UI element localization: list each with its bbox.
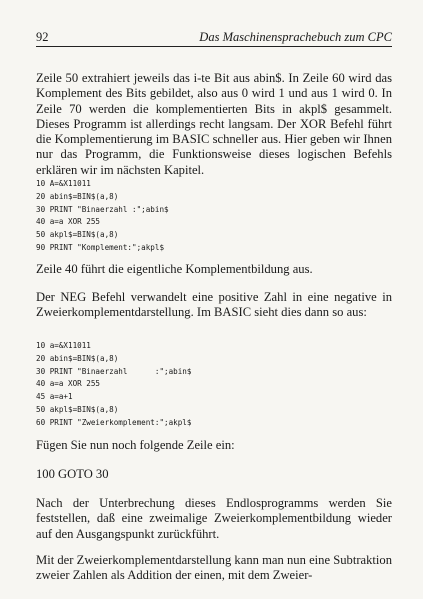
code-line: 20 abin$=BIN$(a,8) — [36, 191, 119, 201]
paragraph-5: Nach der Unterbrechung dieses Endlosprogramms werden Sie feststellen, daß eine zweimalige Zweierkomplementbildung wieder auf den Ausgangspunkt zurückführt. — [36, 496, 392, 541]
code-line: 40 a=a XOR 255 — [36, 379, 101, 389]
code-line: 10 A=&X11011 — [36, 179, 91, 188]
paragraph-6-block — [36, 553, 392, 584]
code-listing-1 — [36, 178, 392, 255]
code-line: 10 a=&X11011 — [36, 341, 91, 350]
code-listing-2 — [36, 340, 392, 430]
code-line: 50 akpl$=BIN$(a,8) — [36, 230, 119, 240]
paragraph-5-block — [36, 496, 392, 542]
code-line: 60 PRINT "Zweierkomplement:";akpl$ — [36, 417, 192, 427]
goto-line: 100 GOTO 30 — [36, 467, 109, 481]
code-line: 30 PRINT "Binaerzahl :";abin$ — [36, 366, 192, 376]
book-page — [36, 30, 392, 47]
paragraph-3-block — [36, 290, 392, 321]
running-title: Das Maschinensprachebuch zum CPC — [199, 30, 392, 44]
paragraph-1: Zeile 50 extrahiert jeweils das i-te Bit aus abin$. In Zeile 60 wird das Komplement des Bits gebildet, also aus 0 wird 1 und aus 1 wird 0. In Zeile 70 werden die komplementierten Bits in akpl$ gesammelt. Dieses Programm ist allerdings recht langsam. Der XOR Befehl führt die Komplementierung im BASIC schneller aus. Hier geben wir Ihnen nur das Programm, die Funktionsweise dieses logischen Befehls erklären wir im nächsten Kapitel. — [36, 71, 392, 177]
paragraph-2: Zeile 40 führt die eigentliche Komplementbildung aus. — [36, 262, 313, 276]
page-header — [36, 30, 392, 47]
code-line: 90 PRINT "Komplement:";akpl$ — [36, 242, 165, 252]
code-line: 50 akpl$=BIN$(a,8) — [36, 404, 119, 414]
code-line: 40 a=a XOR 255 — [36, 217, 101, 227]
paragraph-2-block — [36, 262, 392, 277]
paragraph-4: Fügen Sie nun noch folgende Zeile ein: — [36, 438, 235, 452]
paragraph-1-block — [36, 71, 392, 178]
page-number: 92 — [36, 30, 49, 44]
code-line: 20 abin$=BIN$(a,8) — [36, 353, 119, 363]
code-line: 45 a=a+1 — [36, 392, 73, 402]
paragraph-6: Mit der Zweierkomplementdarstellung kann man nun eine Subtraktion zweier Zahlen als Addition der einen, mit dem Zweier- — [36, 553, 392, 583]
paragraph-3: Der NEG Befehl verwandelt eine positive Zahl in eine negative in Zweierkomplementdarstellung. Im BASIC sieht dies dann so aus: — [36, 290, 392, 320]
paragraph-4-block — [36, 438, 392, 453]
goto-line-block — [36, 467, 392, 482]
code-line: 30 PRINT "Binaerzahl :";abin$ — [36, 204, 169, 214]
